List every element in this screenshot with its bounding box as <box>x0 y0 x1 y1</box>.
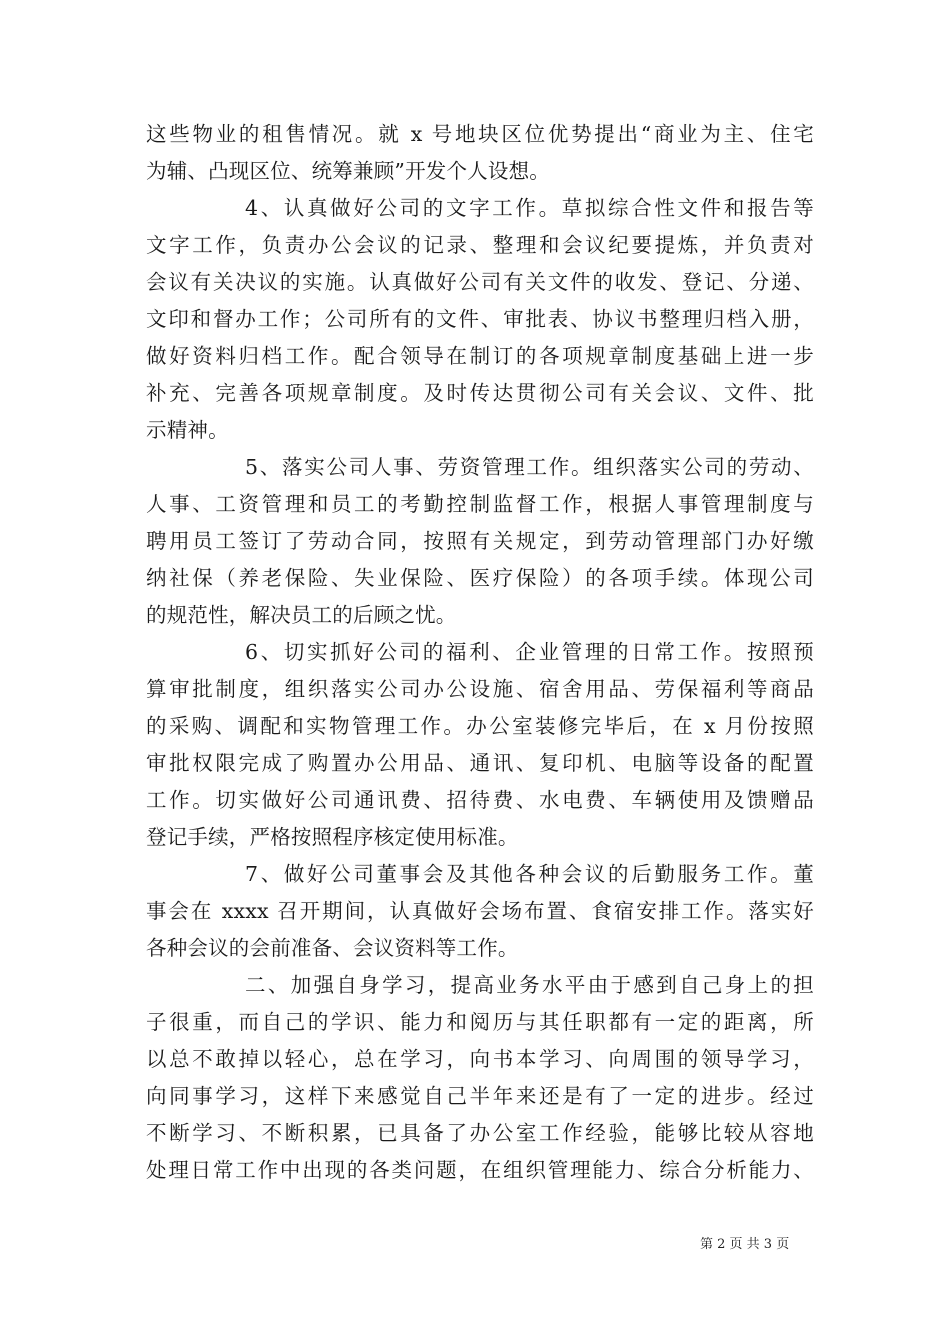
text-line: 文字工作，负责办公会议的记录、整理和会议纪要提炼，并负责对 <box>146 233 814 257</box>
text-line: 以总不敢掉以轻心，总在学习，向书本学习、向周围的领导学习， <box>146 1047 814 1071</box>
text-line: 不断学习、不断积累，已具备了办公室工作经验，能够比较从容地 <box>146 1121 814 1145</box>
text-line: 的规范性，解决员工的后顾之忧。 <box>146 603 457 627</box>
text-line: 为辅、凸现区位、统筹兼顾”开发个人设想。 <box>146 159 550 183</box>
text-line: 算审批制度，组织落实公司办公设施、宿舍用品、劳保福利等商品 <box>146 677 814 701</box>
text-line: 做好资料归档工作。配合领导在制订的各项规章制度基础上进一步 <box>146 344 814 368</box>
text-line: 各种会议的会前准备、会议资料等工作。 <box>146 936 519 960</box>
text-line: 这些物业的租售情况。就 x 号地块区位优势提出“商业为主、住宅 <box>146 122 814 146</box>
text-line: 文印和督办工作；公司所有的文件、审批表、协议书整理归档入册， <box>146 307 814 331</box>
text-line: 审批权限完成了购置办公用品、通讯、复印机、电脑等设备的配置 <box>146 751 814 775</box>
text-line: 人事、工资管理和员工的考勤控制监督工作，根据人事管理制度与 <box>146 492 814 516</box>
text-line: 处理日常工作中出现的各类问题，在组织管理能力、综合分析能力、 <box>146 1158 814 1182</box>
paragraph-first-line: 7、做好公司董事会及其他各种会议的后勤服务工作。董 <box>245 862 814 886</box>
paragraph-first-line: 6、切实抓好公司的福利、企业管理的日常工作。按照预 <box>245 640 814 664</box>
text-line: 的采购、调配和实物管理工作。办公室装修完毕后，在 x 月份按照 <box>146 714 814 738</box>
text-line: 子很重，而自己的学识、能力和阅历与其任职都有一定的距离，所 <box>146 1010 814 1034</box>
paragraph-first-line: 二、加强自身学习，提高业务水平由于感到自己身上的担 <box>245 973 814 997</box>
page-number: 第 2 页 共 3 页 <box>700 1237 790 1252</box>
text-line: 聘用员工签订了劳动合同，按照有关规定，到劳动管理部门办好缴 <box>146 529 814 553</box>
text-line: 向同事学习，这样下来感觉自己半年来还是有了一定的进步。经过 <box>146 1084 814 1108</box>
text-line: 登记手续，严格按照程序核定使用标准。 <box>146 825 519 849</box>
text-line: 示精神。 <box>146 418 229 442</box>
text-line: 工作。切实做好公司通讯费、招待费、水电费、车辆使用及馈赠品 <box>146 788 814 812</box>
text-line: 补充、完善各项规章制度。及时传达贯彻公司有关会议、文件、批 <box>146 381 814 405</box>
text-line: 事会在 xxxx 召开期间，认真做好会场布置、食宿安排工作。落实好 <box>146 899 814 923</box>
document-body <box>146 116 814 1189</box>
text-line: 会议有关决议的实施。认真做好公司有关文件的收发、登记、分递、 <box>146 270 814 294</box>
paragraph-first-line: 5、落实公司人事、劳资管理工作。组织落实公司的劳动、 <box>245 455 814 479</box>
text-line: 纳社保（养老保险、失业保险、医疗保险）的各项手续。体现公司 <box>146 566 814 590</box>
paragraph-first-line: 4、认真做好公司的文字工作。草拟综合性文件和报告等 <box>245 196 814 220</box>
